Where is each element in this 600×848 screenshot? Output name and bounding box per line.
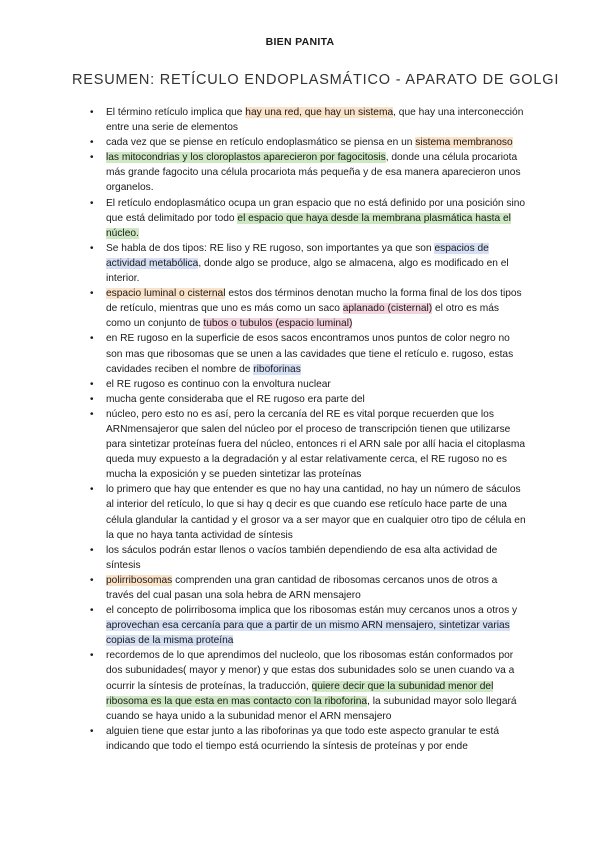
list-item: • las mitocondrias y los cloroplastos aparecieron por fagocitosis, donde una célula procariota más grande fagocito una célula procariota más pequeña y de esa manera aparecieron unos organelos. — [106, 150, 526, 195]
highlight-orange: espacio luminal o cisternal — [106, 288, 226, 300]
highlight-green: el espacio que haya desde la membrana plasmática hasta el núcleo. — [106, 212, 511, 239]
highlight-blue: espacios de actividad metabólica — [106, 242, 489, 269]
highlight-orange: polirribosomas — [106, 574, 173, 586]
highlight-pink: aplanado (cisternal) — [342, 303, 433, 315]
list-item: • núcleo, pero esto no es así, pero la cercanía del RE es vital porque recuerden que los ARNmensajeror que salen del núcleo por el proceso de transcripción tienen que utilizarse para sintetizar proteínas fuera del núcleo, entonces ri el ARN sale por allí hacia el citoplasma queda muy expuesto a la degradación y al estar relativamente cerca, el RE rugoso no es mucha la exposición y se pueden sintetizar las proteínas — [106, 407, 526, 482]
list-item: • el concepto de polirribosoma implica que los ribosomas están muy cercanos unos a otros y aprovechan esa cercanía para que a partir de un mismo ARN mensajero, sintetizar varias copias de la misma proteína — [106, 603, 526, 648]
highlight-pink: tubos o tubulos (espacio luminal) — [203, 318, 353, 330]
list-item: • lo primero que hay que entender es que no hay una cantidad, no hay un número de sáculos al interior del retículo, lo que si hay q decir es que cuando ese retículo hace parte de una célula glandular la cantidad y el grosor va a ser mayor que en cualquier otro tipo de célula en la que no haya tanta actividad de síntesis — [106, 482, 526, 542]
list-item: • en RE rugoso en la superficie de esos sacos encontramos unos puntos de color negro no son mas que ribosomas que se unen a las cavidades que tiene el retículo e. rugoso, estas cavidades reciben el nombre de riboforinas — [106, 331, 526, 376]
highlight-green: quiere decir que la subunidad menor del ribosoma es la que esta en mas contacto con la riboforina — [106, 680, 494, 707]
list-item: • mucha gente consideraba que el RE rugoso era parte del — [106, 392, 526, 407]
list-item: • El retículo endoplasmático ocupa un gran espacio que no está definido por una posición sino que está delimitado por todo el espacio que haya desde la membrana plasmática hasta el núcleo. — [106, 196, 526, 241]
section-subtitle: RESUMEN: RETÍCULO ENDOPLASMÁTICO - APARATO DE GOLGI — [72, 72, 560, 88]
highlight-orange: hay una red, que hay un sistema — [245, 107, 394, 118]
list-item: • recordemos de lo que aprendimos del nucleolo, que los ribosomas están conformados por dos subunidades( mayor y menor) y que estas dos subunidades solo se unen cuando va a ocurrir la síntesis de proteínas, la traducción, quiere decir que la subunidad menor del ribosoma es la que esta en mas contacto con la riboforina, la subunidad mayor solo llegará cuando se haya unido a la subunidad menor el ARN mensajero — [106, 648, 526, 723]
list-item: • el RE rugoso es continuo con la envoltura nuclear — [106, 377, 526, 392]
highlight-green: las mitocondrias y los cloroplastos aparecieron por fagocitosis — [106, 152, 386, 164]
list-item: • cada vez que se piense en retículo endoplasmático se piensa en un sistema membranoso — [106, 135, 526, 150]
list-item: • El término retículo implica que hay una red, que hay un sistema, que hay una interconección entre una serie de elementos — [106, 105, 526, 135]
page-title: BIEN PANITA — [265, 36, 335, 48]
highlight-blue: aprovechan esa cercanía para que a partir de un mismo ARN mensajero, sintetizar varias copias de la misma proteína — [106, 620, 510, 647]
list-item: • los sáculos podrán estar llenos o vacíos también dependiendo de esa alta actividad de síntesis — [106, 543, 526, 573]
highlight-orange: sistema membranoso — [415, 137, 513, 149]
list-item: • espacio luminal o cisternal estos dos términos denotan mucho la forma final de los dos tipos de retículo, mientras que uno es más como un saco aplanado (cisternal) el otro es más como un conjunto de tubos o tubulos (espacio luminal) — [106, 286, 526, 331]
bullet-list — [106, 105, 526, 754]
highlight-blue: riboforinas — [253, 363, 301, 375]
list-item: • polirribosomas comprenden una gran cantidad de ribosomas cercanos unos de otros a través del cual pasan una sola hebra de ARN mensajero — [106, 573, 526, 603]
list-item: • alguien tiene que estar junto a las riboforinas ya que todo este aspecto granular te está indicando que todo el tiempo está ocurriendo la síntesis de proteínas y por ende — [106, 724, 526, 754]
list-item: • Se habla de dos tipos: RE liso y RE rugoso, son importantes ya que son espacios de actividad metabólica, donde algo se produce, algo se almacena, algo es modificado en el interior. — [106, 241, 526, 286]
